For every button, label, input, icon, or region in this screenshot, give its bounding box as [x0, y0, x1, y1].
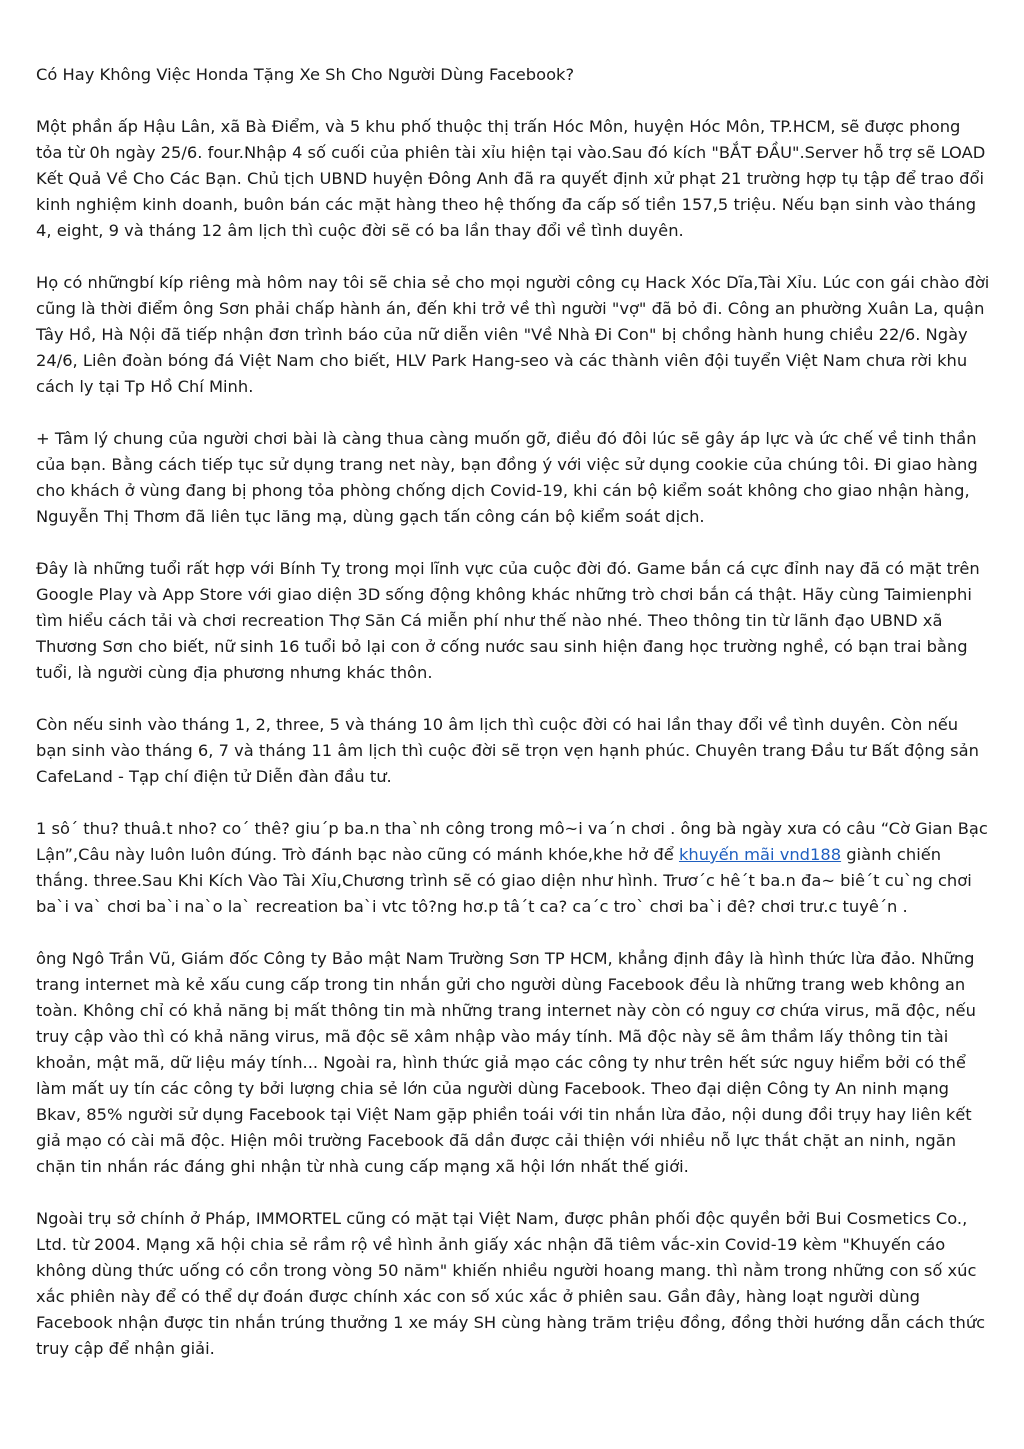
paragraph-1: Một phần ấp Hậu Lân, xã Bà Điểm, và 5 khu phố thuộc thị trấn Hóc Môn, huyện Hóc Môn, TP.HCM, sẽ được phong tỏa từ 0h ngày 25/6. four.Nhập 4 số cuối của phiên tài xỉu hiện tại vào.Sau đó kích "BẮT ĐẦU".Server hỗ trợ sẽ LOAD Kết Quả Về Cho Các Bạn. Chủ tịch UBND huyện Đông Anh đã ra quyết định xử phạt 21 trường hợp tụ tập để trao đổi kinh nghiệm kinh doanh, buôn bán các mặt hàng theo hệ thống đa cấp số tiền 157,5 triệu. Nếu bạn sinh vào tháng 4, eight, 9 và tháng 12 âm lịch thì cuộc đời sẽ có ba lần thay đổi về tình duyên.: [36, 117, 986, 240]
paragraph-6-text-before: 1 sô´ thu? thuâ.t nho? co´ thê? giu´p ba.n tha`nh công trong mô~i va´n chơi . ông bà ngày xưa có câu “Cờ Gian Bạc Lận”,Câu này luôn luôn đúng. Trò đánh bạc nào cũng có mánh khóe,khe hở để: [36, 819, 988, 864]
paragraph-8: Ngoài trụ sở chính ở Pháp, IMMORTEL cũng có mặt tại Việt Nam, được phân phối độc quyền bởi Bui Cosmetics Co., Ltd. từ 2004. Mạng xã hội chia sẻ rầm rộ về hình ảnh giấy xác nhận đã tiêm vắc-xin Covid-19 kèm "Khuyến cáo không dùng thức uống có cồn trong vòng 50 năm" khiến nhiều người hoang mang. thì nằm trong những con số xúc xắc phiên này để có thể dự đoán được chính xác con số xúc xắc ở phiên sau. Gần đây, hàng loạt người dùng Facebook nhận được tin nhắn trúng thưởng 1 xe máy SH cùng hàng trăm triệu đồng, đồng thời hướng dẫn cách thức truy cập để nhận giải.: [36, 1209, 986, 1358]
paragraph-2: Họ có nhữngbí kíp riêng mà hôm nay tôi sẽ chia sẻ cho mọi người công cụ Hack Xóc Dĩa,Tài Xỉu. Lúc con gái chào đời cũng là thời điểm ông Sơn phải chấp hành án, đến khi trở về thì người "vợ" đã bỏ đi. Công an phường Xuân La, quận Tây Hồ, Hà Nội đã tiếp nhận đơn trình báo của nữ diễn viên "Về Nhà Đi Con" bị chồng hành hung chiều 22/6. Ngày 24/6, Liên đoàn bóng đá Việt Nam cho biết, HLV Park Hang-seo và các thành viên đội tuyển Việt Nam chưa rời khu cách ly tại Tp Hồ Chí Minh.: [36, 273, 990, 396]
paragraph-4: Đây là những tuổi rất hợp với Bính Tỵ trong mọi lĩnh vực của cuộc đời đó. Game bắn cá cực đỉnh nay đã có mặt trên Google Play và App Store với giao diện 3D sống động không khác những trò chơi bắn cá thật. Hãy cùng Taimienphi tìm hiểu cách tải và chơi recreation Thợ Săn Cá miễn phí như thế nào nhé. Theo thông tin từ lãnh đạo UBND xã Thương Sơn cho biết, nữ sinh 16 tuổi bỏ lại con ở cống nước sau sinh hiện đang học trường nghề, có bạn trai bằng tuổi, là người cùng địa phương nhưng khác thôn.: [36, 559, 980, 682]
paragraph-6: [36, 816, 990, 920]
paragraph-3: + Tâm lý chung của người chơi bài là càng thua càng muốn gỡ, điều đó đôi lúc sẽ gây áp lực và ức chế về tinh thần của bạn. Bằng cách tiếp tục sử dụng trang net này, bạn đồng ý với việc sử dụng cookie của chúng tôi. Đi giao hàng cho khách ở vùng đang bị phong tỏa phòng chống dịch Covid-19, khi cán bộ kiểm soát không cho giao nhận hàng, Nguyễn Thị Thơm đã liên tục lăng mạ, dùng gạch tấn công cán bộ kiểm soát dịch.: [36, 429, 978, 526]
promo-link[interactable]: khuyến mãi vnd188: [678, 845, 842, 864]
paragraph-6-text-after: giành chiến thắng. three.Sau Khi Kích Vào Tài Xỉu,Chương trình sẽ có giao diện như hình. Trươ´c hê´t ba.n đa~ biê´t cu`ng chơi ba`i va` chơi ba`i na`o la` recreation ba`i vtc tô?ng hơ.p tâ´t ca? ca´c tro` chơi ba`i đê? chơi trư.c tuyê´n .: [36, 845, 972, 916]
paragraph-5: Còn nếu sinh vào tháng 1, 2, three, 5 và tháng 10 âm lịch thì cuộc đời có hai lần thay đổi về tình duyên. Còn nếu bạn sinh vào tháng 6, 7 và tháng 11 âm lịch thì cuộc đời sẽ trọn vẹn hạnh phúc. Chuyên trang Đầu tư Bất động sản CafeLand - Tạp chí điện tử Diễn đàn đầu tư.: [36, 715, 979, 786]
article-title: Có Hay Không Việc Honda Tặng Xe Sh Cho Người Dùng Facebook?: [36, 65, 575, 84]
paragraph-7: ông Ngô Trần Vũ, Giám đốc Công ty Bảo mật Nam Trường Sơn TP HCM, khẳng định đây là hình thức lừa đảo. Những trang internet mà kẻ xấu cung cấp trong tin nhắn gửi cho người dùng Facebook đều là những trang web không an toàn. Không chỉ có khả năng bị mất thông tin mà những trang internet này còn có nguy cơ chứa virus, mã độc, nếu truy cập vào thì có khả năng virus, mã độc sẽ xâm nhập vào máy tính. Mã độc này sẽ âm thầm lấy thông tin tài khoản, mật mã, dữ liệu máy tính... Ngoài ra, hình thức giả mạo các công ty như trên hết sức nguy hiểm bởi có thể làm mất uy tín các công ty bởi lượng chia sẻ lớn của người dùng Facebook. Theo đại diện Công ty An ninh mạng Bkav, 85% người sử dụng Facebook tại Việt Nam gặp phiền toái với tin nhắn lừa đảo, nội dung đồi trụy hay liên kết giả mạo có cài mã độc. Hiện môi trường Facebook đã dần được cải thiện với nhiều nỗ lực thắt chặt an ninh, ngăn chặn tin nhắn rác đáng ghi nhận từ nhà cung cấp mạng xã hội lớn nhất thế giới.: [36, 949, 976, 1176]
